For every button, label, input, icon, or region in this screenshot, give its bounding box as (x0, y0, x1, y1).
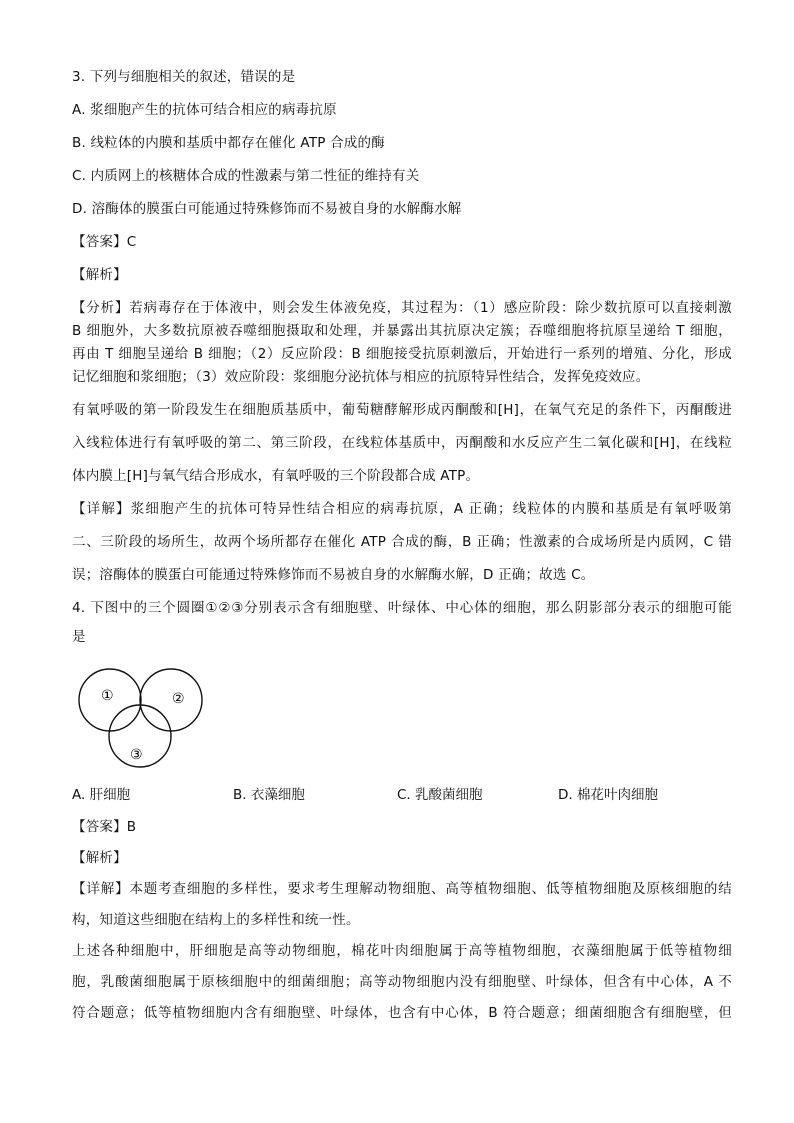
question-3-analysis-line: 入线粒体进行有氧呼吸的第二、第三阶段，在线粒体基质中，丙酮酸和水反应产生二氧化碳和[H]，在线粒 (72, 435, 732, 451)
question-3-analysis-label: 【解析】 (72, 267, 127, 283)
venn-diagram (74, 660, 224, 778)
question-3-analysis-line: 再由 T 细胞呈递给 B 细胞；（2）反应阶段：B 细胞接受抗原刺激后，开始进行一系列的增殖、分化，形成 (72, 346, 732, 362)
question-3-answer: 【答案】C (72, 234, 137, 250)
question-3-detail-line: 二、三阶段的场所生，故两个场所都存在催化 ATP 合成的酶，B 正确；性激素的合成场所是内质网，C 错 (72, 534, 732, 550)
question-3-option-d: D. 溶酶体的膜蛋白可能通过特殊修饰而不易被自身的水解酶水解 (72, 201, 462, 217)
question-3-option-a: A. 浆细胞产生的抗体可结合相应的病毒抗原 (72, 102, 337, 118)
question-3-stem: 3. 下列与细胞相关的叙述，错误的是 (72, 69, 296, 85)
question-3-option-c: C. 内质网上的核糖体合成的性激素与第二性征的维持有关 (72, 168, 420, 184)
question-4-detail-line: 符合题意；低等植物细胞内含有细胞壁、叶绿体，也含有中心体，B 符合题意；细菌细胞含有细胞壁，但 (72, 1005, 732, 1021)
question-3-detail-line: 【详解】浆细胞产生的抗体可特异性结合相应的病毒抗原，A 正确；线粒体的内膜和基质是有氧呼吸第 (72, 501, 732, 517)
question-4-option-c: C. 乳酸菌细胞 (397, 787, 483, 803)
question-4-option-b: B. 衣藻细胞 (233, 787, 305, 803)
question-4-option-d: D. 棉花叶肉细胞 (558, 787, 658, 803)
question-3-detail-line: 误；溶酶体的膜蛋白可能通过特殊修饰而不易被自身的水解酶水解，D 正确；故选 C。 (72, 567, 595, 583)
question-4-option-a: A. 肝细胞 (72, 787, 131, 803)
circle-2-label: ② (172, 691, 185, 707)
question-4-answer: 【答案】B (72, 819, 137, 835)
question-3-analysis-line: 【分析】若病毒存在于体液中，则会发生体液免疫，其过程为：（1）感应阶段：除少数抗原可以直接刺激 (72, 300, 732, 316)
question-4-detail-line: 上述各种细胞中，肝细胞是高等动物细胞，棉花叶肉细胞属于高等植物细胞，衣藻细胞属于低等植物细 (72, 943, 732, 959)
question-3-analysis-line: B 细胞外，大多数抗原被吞噬细胞摄取和处理，并暴露出其抗原决定簇；吞噬细胞将抗原呈递给 T 细胞， (72, 323, 732, 339)
question-3-analysis-line: 记忆细胞和浆细胞；（3）效应阶段：浆细胞分泌抗体与相应的抗原特异性结合，发挥免疫效应。 (72, 369, 650, 385)
question-3-option-b: B. 线粒体的内膜和基质中都存在催化 ATP 合成的酶 (72, 135, 385, 151)
circle-1-label: ① (101, 688, 114, 704)
circle-2 (140, 669, 202, 731)
question-3-analysis-line: 有氧呼吸的第一阶段发生在细胞质基质中，葡萄糖酵解形成丙酮酸和[H]，在氧气充足的条件下，丙酮酸进 (72, 402, 732, 418)
question-4-detail-line: 【详解】本题考查细胞的多样性，要求考生理解动物细胞、高等植物细胞、低等植物细胞及原核细胞的结 (72, 881, 732, 897)
question-3-analysis-line: 体内膜上[H]与氧气结合形成水，有氧呼吸的三个阶段都合成 ATP。 (72, 468, 480, 484)
circle-3-label: ③ (130, 747, 143, 763)
question-4-stem-line: 4. 下图中的三个圆圈①②③分别表示含有细胞壁、叶绿体、中心体的细胞，那么阴影部分表示的细胞可能 (72, 600, 732, 616)
question-4-analysis-label: 【解析】 (72, 850, 127, 866)
question-4-detail-line: 构，知道这些细胞在结构上的多样性和统一性。 (72, 912, 360, 928)
question-4-stem-line: 是 (72, 629, 86, 645)
question-4-detail-line: 胞，乳酸菌细胞属于原核细胞中的细菌细胞；高等动物细胞内没有细胞壁、叶绿体，但含有中心体，A 不 (72, 974, 732, 990)
